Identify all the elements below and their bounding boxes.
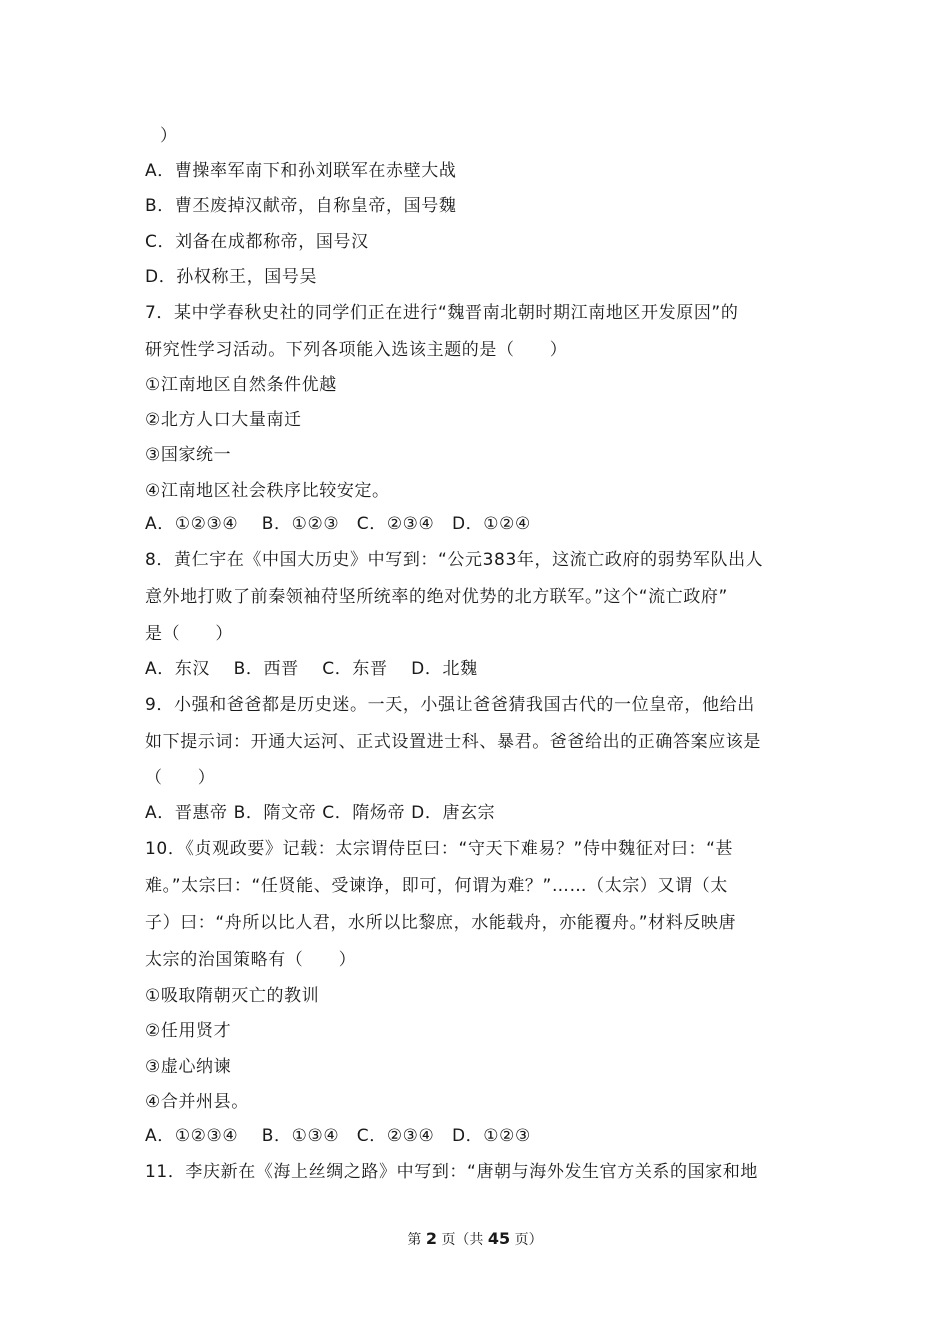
question-line: 11．李庆新在《海上丝绸之路》中写到：“唐朝与海外发生官方关系的国家和地 — [145, 1162, 759, 1182]
question-line: 7．某中学春秋史社的同学们正在进行“魏晋南北朝时期江南地区开发原因”的 — [145, 303, 739, 323]
statement-line: ①吸取隋朝灭亡的教训 — [145, 986, 320, 1006]
option-line: A．①②③④ B．①②③ C．②③④ D．①②④ — [145, 514, 531, 534]
question-line: 如下提示词：开通大运河、正式设置进士科、暴君。爸爸给出的正确答案应该是 — [145, 732, 761, 752]
question-line: 研究性学习活动。下列各项能入选该主题的是（ ） — [145, 340, 568, 360]
question-line: （ ） — [145, 768, 216, 788]
statement-line: ③虚心纳谏 — [145, 1057, 232, 1077]
option-line: A．晋惠帝 B．隋文帝 C．隋炀帝 D．唐玄宗 — [145, 803, 496, 823]
option-line: B．曹丕废掉汉献帝，自称皇帝，国号魏 — [145, 196, 457, 216]
option-line: C．刘备在成都称帝，国号汉 — [145, 232, 369, 252]
question-line: 难。”太宗曰：“任贤能、受谏诤，即可，何谓为难？”……（太宗）又谓（太 — [145, 876, 728, 896]
footer-prefix: 第 — [407, 1232, 422, 1248]
footer-suffix: 页） — [514, 1232, 543, 1248]
question-line: 8．黄仁宇在《中国大历史》中写到：“公元383年，这流亡政府的弱势军队出人 — [145, 550, 764, 570]
option-line: D．孙权称王，国号吴 — [145, 267, 318, 287]
statement-line: ④江南地区社会秩序比较安定。 — [145, 481, 390, 501]
question-line: 10．《贞观政要》记载：太宗谓侍臣曰：“守天下难易？”侍中魏征对曰：“甚 — [145, 839, 734, 859]
page-footer — [0, 1229, 950, 1250]
statement-line: ③国家统一 — [145, 445, 232, 465]
statement-line: ①江南地区自然条件优越 — [145, 375, 337, 395]
question-line: 子）曰：“舟所以比人君，水所以比黎庶，水能载舟，亦能覆舟。”材料反映唐 — [145, 913, 737, 933]
text-line: ） — [160, 126, 178, 146]
statement-line: ④合并州县。 — [145, 1092, 249, 1112]
statement-line: ②北方人口大量南迁 — [145, 410, 302, 430]
question-line: 是（ ） — [145, 624, 233, 644]
total-pages: 45 — [487, 1229, 511, 1248]
page-number: 2 — [425, 1229, 437, 1248]
option-line: A．东汉 B．西晋 C．东晋 D．北魏 — [145, 659, 478, 679]
statement-line: ②任用贤才 — [145, 1021, 232, 1041]
question-line: 9．小强和爸爸都是历史迷。一天，小强让爸爸猜我国古代的一位皇帝，他给出 — [145, 695, 755, 715]
option-line: A．曹操率军南下和孙刘联军在赤壁大战 — [145, 161, 457, 181]
question-line: 太宗的治国策略有（ ） — [145, 950, 357, 970]
footer-middle: 页（共 — [441, 1232, 484, 1248]
option-line: A．①②③④ B．①③④ C．②③④ D．①②③ — [145, 1126, 531, 1146]
question-line: 意外地打败了前秦领袖苻坚所统率的绝对优势的北方联军。”这个“流亡政府” — [145, 587, 728, 607]
